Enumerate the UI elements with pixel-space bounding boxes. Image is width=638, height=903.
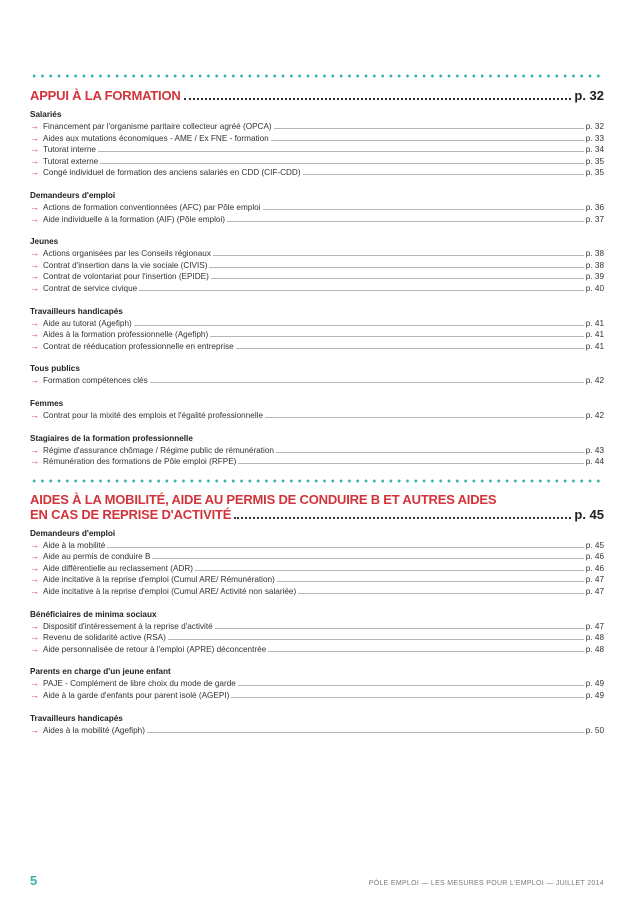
entry-leader — [236, 348, 584, 349]
entry-label: Actions organisées par les Conseils régionaux — [43, 249, 211, 259]
entry-page: p. 38 — [585, 249, 604, 259]
entry-page: p. 38 — [585, 260, 604, 270]
arrow-right-icon: → — [30, 340, 39, 351]
group-title: Travailleurs handicapés — [30, 713, 123, 723]
arrow-right-icon: → — [30, 539, 39, 550]
toc-entry[interactable] — [30, 167, 604, 179]
entry-page: p. 41 — [585, 341, 604, 351]
group-title: Travailleurs handicapés — [30, 306, 123, 316]
entry-page: p. 49 — [585, 691, 604, 701]
entry-leader — [210, 336, 584, 337]
page-footer — [30, 873, 604, 888]
entry-leader — [276, 452, 584, 453]
toc-entry[interactable] — [30, 690, 604, 702]
entry-leader — [238, 463, 583, 464]
toc-entry[interactable] — [30, 725, 604, 737]
arrow-right-icon: → — [30, 620, 39, 631]
section-page: p. 32 — [574, 88, 604, 103]
arrow-right-icon: → — [30, 317, 39, 328]
arrow-right-icon: → — [30, 678, 39, 689]
entry-label: Aide différentielle au reclassement (ADR) — [43, 563, 194, 573]
entry-leader — [152, 558, 583, 559]
arrow-right-icon: → — [30, 282, 39, 293]
entry-leader — [211, 278, 584, 279]
entry-page: p. 47 — [585, 587, 604, 597]
toc-group — [30, 398, 604, 422]
entry-leader — [298, 593, 584, 594]
group-title: Jeunes — [30, 237, 59, 247]
entry-label: Rémunération des formations de Pôle emploi (RFPE) — [43, 457, 237, 467]
group-title: Demandeurs d'emploi — [30, 528, 116, 538]
dotted-leader — [234, 517, 571, 519]
entry-label: Aide incitative à la reprise d'emploi (Cumul ARE/ Rémunération) — [43, 575, 275, 585]
group-title: Demandeurs d'emploi — [30, 190, 116, 200]
toc-entry[interactable] — [30, 283, 604, 295]
entry-label: Aide incitative à la reprise d'emploi (Cumul ARE/ Activité non salariée) — [43, 587, 297, 597]
entry-label: Tutorat interne — [43, 145, 96, 155]
arrow-right-icon: → — [30, 632, 39, 643]
arrow-right-icon: → — [30, 329, 39, 340]
toc-group — [30, 109, 604, 179]
entry-page: p. 33 — [585, 133, 604, 143]
toc-entry[interactable] — [30, 632, 604, 644]
entry-page: p. 48 — [585, 633, 604, 643]
section-heading — [30, 88, 604, 103]
toc-entry[interactable] — [30, 202, 604, 214]
entry-leader — [303, 174, 584, 175]
entry-label: Tutorat externe — [43, 156, 99, 166]
entry-page: p. 34 — [585, 145, 604, 155]
entry-leader — [100, 163, 584, 164]
entry-page: p. 37 — [585, 214, 604, 224]
entry-page: p. 43 — [585, 445, 604, 455]
toc-entry[interactable] — [30, 375, 604, 387]
section-divider — [30, 479, 604, 483]
entry-label: Aides à la formation professionnelle (Agefiph) — [43, 330, 209, 340]
entry-label: Contrat pour la mixité des emplois et l'égalité professionnelle — [43, 410, 264, 420]
entry-label: Aides à la mobilité (Agefiph) — [43, 725, 145, 735]
entry-label: Dispositif d'intéressement à la reprise d'activité — [43, 621, 213, 631]
entry-page: p. 47 — [585, 575, 604, 585]
toc-entry[interactable] — [30, 644, 604, 656]
toc-entry[interactable] — [30, 248, 604, 260]
entry-page: p. 48 — [585, 644, 604, 654]
toc-group — [30, 713, 604, 737]
arrow-right-icon: → — [30, 586, 39, 597]
toc-entry[interactable] — [30, 586, 604, 598]
toc-entry[interactable] — [30, 133, 604, 145]
group-title: Femmes — [30, 398, 64, 408]
entry-page: p. 39 — [585, 272, 604, 282]
table-of-contents — [30, 74, 604, 747]
entry-leader — [231, 697, 583, 698]
entry-page: p. 36 — [585, 202, 604, 212]
entry-page: p. 35 — [585, 168, 604, 178]
entry-page: p. 35 — [585, 156, 604, 166]
section-title: APPUI À LA FORMATION — [30, 88, 181, 103]
dotted-leader — [184, 98, 572, 100]
entry-page: p. 41 — [585, 330, 604, 340]
arrow-right-icon: → — [30, 690, 39, 701]
entry-label: Contrat d'insertion dans la vie sociale (CIVIS) — [43, 260, 208, 270]
toc-entry[interactable] — [30, 456, 604, 468]
arrow-right-icon: → — [30, 259, 39, 270]
toc-group — [30, 433, 604, 468]
group-title: Tous publics — [30, 364, 80, 374]
entry-page: p. 46 — [585, 552, 604, 562]
section-groups — [30, 528, 604, 737]
entry-page: p. 32 — [585, 122, 604, 131]
arrow-right-icon: → — [30, 167, 39, 178]
toc-entry[interactable] — [30, 318, 604, 330]
arrow-right-icon: → — [30, 121, 39, 131]
section-groups — [30, 109, 604, 468]
entry-label: Contrat de service civique — [43, 283, 138, 293]
section-title-line1: AIDES À LA MOBILITÉ, AIDE AU PERMIS DE CONDUIRE B ET AUTRES AIDES — [30, 491, 497, 507]
toc-entry[interactable] — [30, 271, 604, 283]
entry-label: Aide au tutorat (Agefiph) — [43, 318, 132, 328]
group-title: Salariés — [30, 110, 62, 119]
arrow-right-icon: → — [30, 375, 39, 386]
page-number: 5 — [30, 873, 38, 888]
entry-leader — [277, 581, 584, 582]
section-divider — [30, 74, 604, 78]
toc-group — [30, 609, 604, 656]
section-page: p. 45 — [574, 506, 604, 522]
entry-label: Contrat de rééducation professionnelle en entreprise — [43, 341, 234, 351]
entry-leader — [139, 290, 584, 291]
arrow-right-icon: → — [30, 201, 39, 212]
entry-label: PAJE - Complément de libre choix du mode de garde — [43, 679, 236, 689]
entry-leader — [195, 570, 584, 571]
entry-leader — [147, 732, 584, 733]
entry-leader — [265, 417, 584, 418]
arrow-right-icon: → — [30, 574, 39, 585]
arrow-right-icon: → — [30, 132, 39, 143]
toc-entry[interactable] — [30, 574, 604, 586]
entry-leader — [271, 140, 584, 141]
entry-label: Contrat de volontariat pour l'insertion (EPIDE) — [43, 272, 209, 282]
entry-leader — [274, 128, 584, 129]
toc-group — [30, 666, 604, 701]
toc-entry[interactable] — [30, 563, 604, 575]
entry-page: p. 41 — [585, 318, 604, 328]
toc-entry[interactable] — [30, 329, 604, 341]
entry-page: p. 42 — [585, 376, 604, 386]
toc-entry[interactable] — [30, 678, 604, 690]
section-title-line2: EN CAS DE REPRISE D'ACTIVITÉ — [30, 506, 232, 522]
arrow-right-icon: → — [30, 456, 39, 467]
toc-entry[interactable] — [30, 445, 604, 457]
entry-page: p. 46 — [585, 563, 604, 573]
arrow-right-icon: → — [30, 155, 39, 166]
toc-group — [30, 190, 604, 225]
arrow-right-icon: → — [30, 562, 39, 573]
entry-label: Aide personnalisée de retour à l'emploi (APRE) déconcentrée — [43, 644, 267, 654]
toc-entry[interactable] — [30, 260, 604, 272]
entry-label: Régime d'assurance chômage / Régime public de rémunération — [43, 445, 274, 455]
entry-label: Aide à la garde d'enfants pour parent isolé (AGEPI) — [43, 691, 230, 701]
entry-label: Congé individuel de formation des anciens salariés en CDD (CIF-CDD) — [43, 168, 301, 178]
arrow-right-icon: → — [30, 248, 39, 259]
entry-page: p. 42 — [585, 410, 604, 420]
entry-label: Aide au permis de conduire B — [43, 552, 151, 562]
toc-group — [30, 528, 604, 598]
entry-leader — [107, 547, 583, 548]
entry-leader — [238, 685, 584, 686]
arrow-right-icon: → — [30, 213, 39, 224]
toc-group — [30, 363, 604, 387]
section-heading — [30, 493, 604, 522]
arrow-right-icon: → — [30, 551, 39, 562]
arrow-right-icon: → — [30, 444, 39, 455]
toc-entry[interactable] — [30, 410, 604, 422]
entry-leader — [268, 651, 584, 652]
toc-entry[interactable] — [30, 214, 604, 226]
group-title: Parents en charge d'un jeune enfant — [30, 667, 171, 677]
toc-entry[interactable] — [30, 341, 604, 353]
entry-leader — [227, 221, 584, 222]
group-title: Bénéficiaires de minima sociaux — [30, 609, 157, 619]
entry-leader — [215, 628, 584, 629]
toc-group — [30, 236, 604, 294]
entry-label: Financement par l'organisme paritaire collecteur agréé (OPCA) — [43, 122, 272, 131]
group-title: Stagiaires de la formation professionnelle — [30, 433, 193, 443]
entry-label: Actions de formation conventionnées (AFC) par Pôle emploi — [43, 202, 261, 212]
entry-label: Revenu de solidarité active (RSA) — [43, 633, 166, 643]
entry-leader — [263, 209, 584, 210]
toc-entry[interactable] — [30, 540, 604, 552]
entry-label: Formation compétences clés — [43, 376, 148, 386]
arrow-right-icon: → — [30, 724, 39, 735]
toc-entry[interactable] — [30, 144, 604, 156]
arrow-right-icon: → — [30, 271, 39, 282]
entry-page: p. 50 — [585, 725, 604, 735]
toc-entry[interactable] — [30, 551, 604, 563]
entry-leader — [134, 325, 584, 326]
entry-page: p. 44 — [585, 457, 604, 467]
entry-label: Aides aux mutations économiques - AME / Ex FNE - formation — [43, 133, 269, 143]
entry-leader — [209, 267, 583, 268]
entry-label: Aide individuelle à la formation (AIF) (Pôle emploi) — [43, 214, 226, 224]
arrow-right-icon: → — [30, 643, 39, 654]
arrow-right-icon: → — [30, 409, 39, 420]
toc-group — [30, 306, 604, 353]
entry-page: p. 40 — [585, 283, 604, 293]
arrow-right-icon: → — [30, 144, 39, 155]
toc-entry[interactable] — [30, 121, 604, 133]
entry-leader — [213, 255, 584, 256]
entry-leader — [98, 151, 584, 152]
entry-leader — [168, 639, 584, 640]
toc-entry[interactable] — [30, 156, 604, 168]
entry-page: p. 47 — [585, 621, 604, 631]
entry-page: p. 49 — [585, 679, 604, 689]
entry-leader — [150, 382, 584, 383]
entry-label: Aide à la mobilité — [43, 540, 106, 550]
footer-text: PÔLE EMPLOI — LES MESURES POUR L'EMPLOI — JUILLET 2014 — [368, 880, 604, 887]
toc-entry[interactable] — [30, 621, 604, 633]
entry-page: p. 45 — [585, 540, 604, 550]
